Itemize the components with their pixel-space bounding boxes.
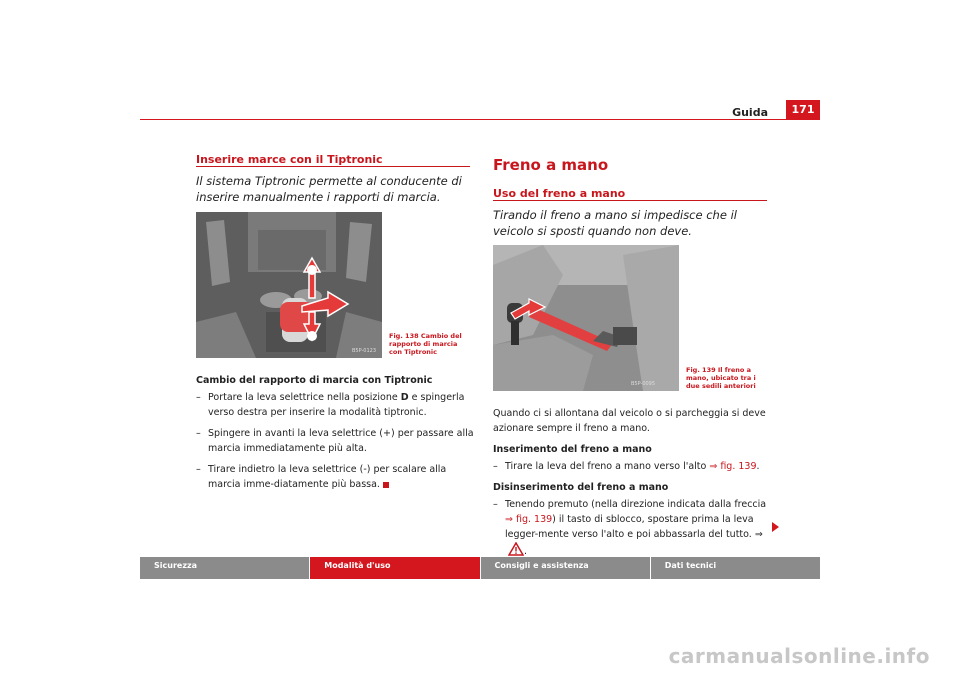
step-text: Tirare indietro la leva selettrice (-) per scalare alla marcia imme-diatamente più bassa. <box>208 464 447 490</box>
step-text: ) il tasto di sblocco, spostare prima la leva legger-mente verso l'alto e poi abbassarla del tutto. ⇒ <box>505 514 763 540</box>
tiptronic-intro: Il sistema Tiptronic permette al conducente di inserire manualmente i rapporti di marcia. <box>196 174 462 204</box>
handbrake-instructions <box>493 406 771 567</box>
footer-tab-consigli-assistenza[interactable]: Consigli e assistenza <box>480 557 650 579</box>
handbrake-release-heading: Disinserimento del freno a mano <box>493 482 669 493</box>
fig-138-tiptronic-image <box>196 212 382 358</box>
handbrake-intro: Tirando il freno a mano si impedisce che il veicolo si sposti quando non deve. <box>493 208 737 238</box>
footer-tab-dati-tecnici[interactable]: Dati tecnici <box>650 557 820 579</box>
tiptronic-step-3 <box>196 462 474 492</box>
step-text: Tirare la leva del freno a mano verso l'alto <box>505 461 710 472</box>
tiptronic-section-rule <box>196 166 470 167</box>
header-rule <box>140 119 820 120</box>
page-number: 171 <box>786 100 820 120</box>
gear-position-d: D <box>400 392 409 403</box>
continued-arrow-icon <box>772 522 779 532</box>
tiptronic-instructions <box>196 373 474 498</box>
fig-138-caption: Fig. 138 Cambio del rapporto di marcia con Tiptronic <box>389 332 462 356</box>
step-text: . <box>524 546 528 557</box>
footer-tab-sicurezza[interactable]: Sicurezza <box>140 557 309 579</box>
handbrake-step-release <box>493 497 771 561</box>
step-text: Tenendo premuto (nella direzione indicata dalla freccia <box>505 499 767 510</box>
handbrake-engage-heading: Inserimento del freno a mano <box>493 444 652 455</box>
step-dash: – <box>196 428 201 439</box>
handbrake-section-rule <box>493 200 767 201</box>
footer-nav <box>140 557 820 579</box>
footer-tab-modalita-duso[interactable]: Modalità d'uso <box>309 557 479 579</box>
fig-139-link[interactable]: ⇒ fig. 139 <box>709 461 757 472</box>
running-header-title: Guida <box>732 106 768 119</box>
step-text: Portare la leva selettrice nella posizione <box>208 392 401 403</box>
fig-139-link[interactable]: ⇒ fig. 139 <box>505 514 553 525</box>
fig-139-caption: Fig. 139 Il freno a mano, ubicato tra i due sedili anteriori <box>686 366 756 390</box>
handbrake-illustration <box>493 245 679 391</box>
fig-139-code: B5P-0095 <box>631 381 656 387</box>
fig-138-code: B5P-0123 <box>351 348 376 354</box>
tiptronic-illustration <box>196 212 382 358</box>
fig-139-handbrake-image <box>493 245 679 391</box>
watermark: carmanualsonline.info <box>668 644 930 668</box>
tiptronic-section-title: Inserire marce con il Tiptronic <box>196 153 383 166</box>
step-dash: – <box>196 392 201 403</box>
handbrake-step-engage <box>493 459 771 474</box>
tiptronic-subheading: Cambio del rapporto di marcia con Tiptronic <box>196 375 433 386</box>
end-of-section-marker-icon <box>383 482 389 488</box>
chapter-title: Freno a mano <box>493 156 609 174</box>
step-dash: – <box>493 461 498 472</box>
step-dash: – <box>196 464 201 475</box>
step-text: . <box>756 461 760 472</box>
step-dash: – <box>493 499 498 510</box>
tiptronic-step-1 <box>196 390 474 420</box>
tiptronic-step-2 <box>196 426 474 456</box>
handbrake-section-title: Uso del freno a mano <box>493 187 626 200</box>
handbrake-paragraph: Quando ci si allontana dal veicolo o si parcheggia si deve azionare sempre il freno a mano. <box>493 408 766 434</box>
step-text: Spingere in avanti la leva selettrice (+) per passare alla marcia immediatamente più alta. <box>208 428 474 454</box>
step-text: e spingerla verso destra per inserire la modalità tiptronic. <box>208 392 465 418</box>
